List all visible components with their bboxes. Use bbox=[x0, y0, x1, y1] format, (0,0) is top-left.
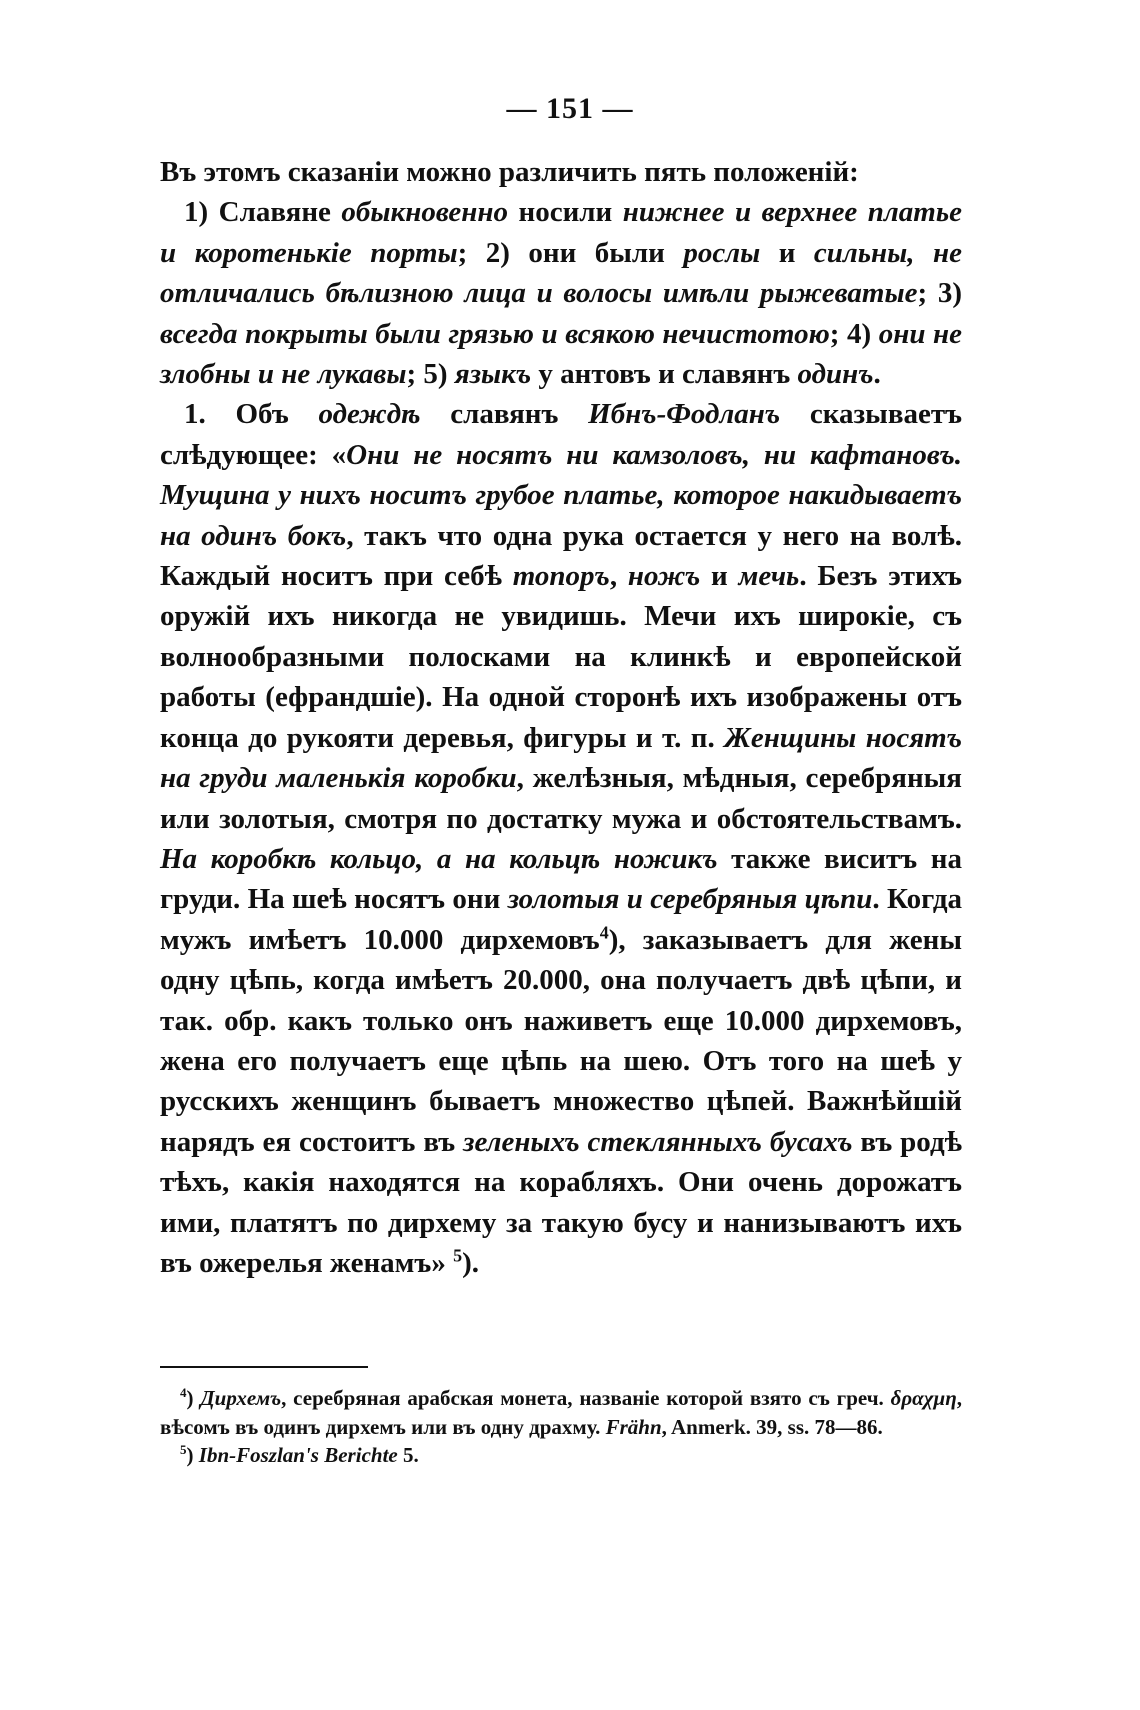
text-run: 1. Объ bbox=[184, 398, 319, 431]
text-run: 5. bbox=[397, 1443, 419, 1467]
italic-run: зеленыхъ стеклянныхъ бусахъ bbox=[463, 1125, 853, 1158]
text-run: . Когда мужъ имѣетъ 10.000 дирхемовъ bbox=[160, 883, 962, 956]
italic-run: обыкновенно bbox=[341, 196, 508, 229]
text-run: , вѣсомъ въ одинъ дирхемъ или въ одну драхму. bbox=[160, 1386, 962, 1439]
text-run: славянъ bbox=[420, 398, 589, 431]
italic-run: ножъ bbox=[627, 560, 701, 593]
text-run: , bbox=[609, 560, 628, 593]
italic-run: языкъ bbox=[454, 358, 532, 391]
text-run: ) bbox=[186, 1443, 199, 1467]
italic-run: На коробкѣ кольцо, а на кольцѣ ножикъ bbox=[160, 842, 718, 875]
text-run: ; 2) они были bbox=[457, 236, 684, 269]
main-text bbox=[160, 152, 962, 1283]
italic-run: Женщины носятъ на груди маленькія коробки bbox=[160, 721, 962, 795]
italic-run: рослы bbox=[683, 236, 761, 269]
italic-run: они не злобны и не лукавы bbox=[160, 317, 962, 391]
footnote-ref-4[interactable]: 4 bbox=[599, 922, 609, 943]
text-run: ; 3) bbox=[917, 277, 962, 310]
text-run: ; 4) bbox=[829, 317, 879, 350]
italic-run: одинъ bbox=[797, 358, 874, 391]
footnote-mark: 4 bbox=[180, 1385, 187, 1400]
text-run: 1) Славяне bbox=[184, 196, 342, 229]
text-run: и bbox=[700, 560, 739, 593]
text-run: въ родѣ тѣхъ, какія находятся на корабляхъ. Они очень дорожатъ ими, платятъ по дирхему за такую бусу и нанизываютъ ихъ въ ожерелья женамъ» bbox=[160, 1125, 963, 1279]
italic-run: Ibn-Foszlan's Berichte bbox=[198, 1443, 398, 1467]
italic-run: всегда покрыты были грязью и всякою нечистотою bbox=[160, 317, 830, 350]
italic-run: сильны, не отличались бѣлизною лица и волосы имѣли рыжеватые bbox=[160, 236, 962, 310]
page-number: — 151 — bbox=[506, 92, 634, 125]
italic-run: Frähn bbox=[605, 1414, 662, 1439]
footnote-mark: 5 bbox=[180, 1442, 187, 1457]
text-run: , Anmerk. 39, ss. 78—86. bbox=[661, 1414, 883, 1439]
text-run: ). bbox=[462, 1246, 479, 1279]
text-run: ) bbox=[186, 1386, 201, 1410]
text-run: , серебряная арабская монета, названіе которой взято съ греч. bbox=[281, 1386, 891, 1410]
italic-run: одеждѣ bbox=[318, 398, 421, 431]
italic-run: Ибнъ-Фодланъ bbox=[588, 398, 781, 431]
text-run: , желѣзныя, мѣдныя, серебряныя или золотыя, смотря по достатку мужа и обстоятельствамъ. bbox=[160, 762, 962, 835]
paragraph-1 bbox=[160, 192, 962, 394]
text-run: у антовъ и славянъ bbox=[531, 358, 798, 391]
text-run: ; 5) bbox=[406, 358, 455, 391]
intro-sentence: Въ этомъ сказаніи можно различить пять положеній: bbox=[160, 156, 859, 188]
italic-run: Дирхемъ bbox=[200, 1386, 282, 1410]
text-run: ), заказываетъ для жены одну цѣпь, когда имѣетъ 20.000, она получаетъ двѣ цѣпи, и так. обр. какъ только онъ наживетъ еще 10.000 дирхемовъ, жена его получаетъ еще цѣпь на шею. Отъ того на шеѣ у русскихъ женщинъ бываетъ множество цѣпей. Важнѣйшій нарядъ ея состоитъ въ bbox=[160, 923, 963, 1158]
italic-run: мечь bbox=[738, 560, 800, 593]
italic-run: Они не носятъ ни камзоловъ, ни кафтановъ. Мущина у нихъ носитъ грубое платье, которое накидываетъ на одинъ бокъ bbox=[160, 438, 962, 552]
footnotes bbox=[160, 1384, 962, 1470]
italic-run: топоръ bbox=[512, 560, 610, 593]
text-run: также виситъ на груди. На шеѣ носятъ они bbox=[160, 842, 962, 916]
footnote-ref-5[interactable]: 5 bbox=[453, 1245, 463, 1266]
greek-word: δραχμη bbox=[890, 1386, 957, 1410]
text-run: , такъ что одна рука остается у него на волѣ. Каждый носитъ при себѣ bbox=[160, 519, 962, 593]
italic-run: нижнее и верхнее платье и коротенькіе порты bbox=[160, 196, 962, 269]
text-run: . bbox=[873, 358, 881, 391]
footnote-divider bbox=[160, 1366, 368, 1368]
footnote-5 bbox=[160, 1441, 962, 1470]
text-run: сказываетъ слѣдующее: « bbox=[160, 398, 963, 471]
paragraph-2 bbox=[160, 394, 962, 1283]
footnote-4 bbox=[160, 1384, 962, 1441]
text-run: . Безъ этихъ оружій ихъ никогда не увидишь. Мечи ихъ широкіе, съ волнообразными полосками на клинкѣ и европейской работы (ефрандшіе). На одной сторонѣ ихъ изображены отъ конца до рукояти деревья, фигуры и т. п. bbox=[160, 560, 962, 754]
text-run: и bbox=[760, 236, 814, 269]
text-run: носили bbox=[508, 196, 623, 229]
italic-run: золотыя и серебряныя цѣпи bbox=[507, 883, 873, 916]
